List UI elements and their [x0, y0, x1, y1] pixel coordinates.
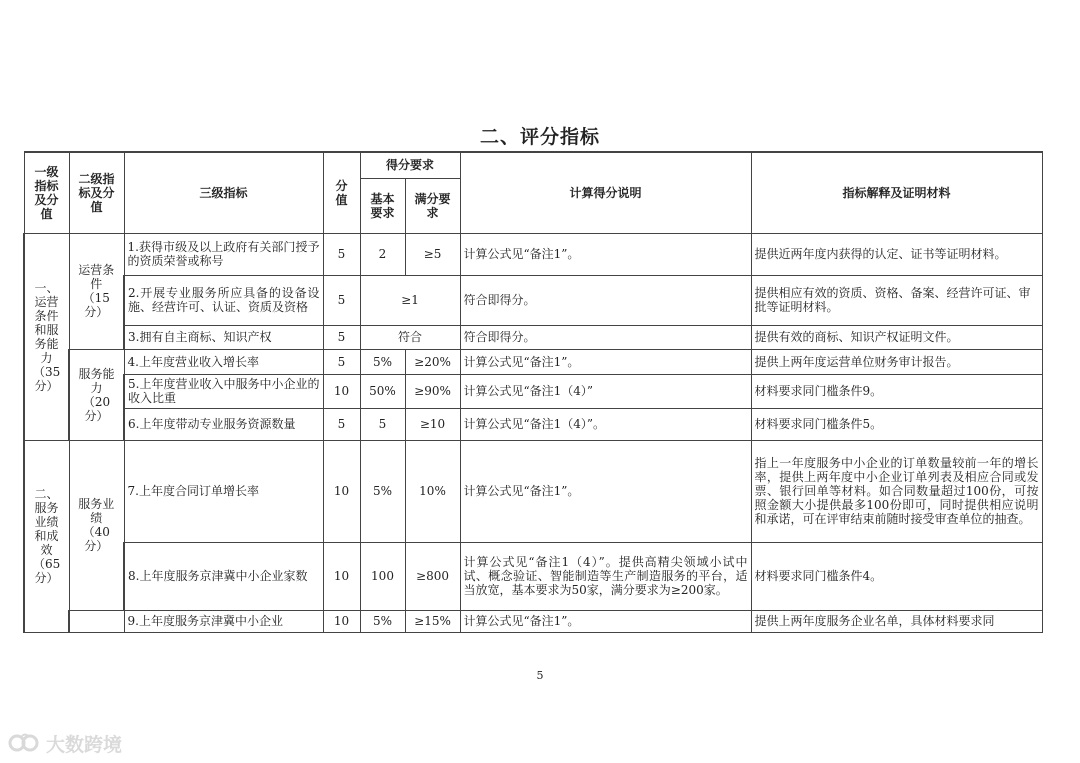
score-cell: 5: [323, 349, 360, 374]
header-requirement: 得分要求: [360, 152, 460, 178]
header-calc: 计算得分说明: [460, 152, 751, 233]
level1-cell: 二、服务业绩和成效（65分）: [24, 440, 69, 632]
full-cell: 10%: [405, 440, 460, 542]
evidence-cell: 提供有效的商标、知识产权证明文件。: [751, 325, 1042, 349]
evidence-cell: 材料要求同门槛条件5。: [751, 408, 1042, 440]
basic-cell: 2: [360, 233, 405, 275]
indicator-name: 7.上年度合同订单增长率: [124, 440, 323, 542]
level2-cell: 运营条件（15分）: [69, 233, 124, 349]
requirement-merged-cell: ≥1: [360, 275, 460, 325]
evidence-cell: 材料要求同门槛条件4。: [751, 542, 1042, 610]
header-level1: 一级指标及分值: [24, 152, 69, 233]
indicator-name: 1.获得市级及以上政府有关部门授予的资质荣誉或称号: [124, 233, 323, 275]
score-cell: 5: [323, 325, 360, 349]
calc-cell: 计算公式见“备注1（4）”: [460, 374, 751, 408]
requirement-merged-cell: 符合: [360, 325, 460, 349]
full-cell: ≥5: [405, 233, 460, 275]
indicator-name: 6.上年度带动专业服务资源数量: [124, 408, 323, 440]
basic-cell: 50%: [360, 374, 405, 408]
calc-cell: 计算公式见“备注1”。: [460, 610, 751, 632]
evidence-cell: 提供上两年度服务企业名单，具体材料要求同: [751, 610, 1042, 632]
calc-cell: 计算公式见“备注1”。: [460, 233, 751, 275]
level2-cell: 服务能力（20分）: [69, 349, 124, 440]
evidence-cell: 指上一年度服务中小企业的订单数量较前一年的增长率，提供上两年度中小企业订单列表及相应合同或发票、银行回单等材料。如合同数量超过100份，可按照金额大小提供最多100份即可，同时提供相应说明和承诺，可在评审结束前随时接受审查单位的抽查。: [751, 440, 1042, 542]
calc-cell: 计算公式见“备注1”。: [460, 349, 751, 374]
header-full: 满分要求: [405, 178, 460, 233]
header-level2: 二级指标及分值: [69, 152, 124, 233]
evidence-cell: 材料要求同门槛条件9。: [751, 374, 1042, 408]
indicator-name: 8.上年度服务京津冀中小企业家数: [124, 542, 323, 610]
table-row: [24, 610, 1042, 632]
calc-cell: 计算公式见“备注1”。: [460, 440, 751, 542]
score-cell: 5: [323, 233, 360, 275]
calc-cell: 符合即得分。: [460, 275, 751, 325]
score-cell: 10: [323, 542, 360, 610]
evidence-cell: 提供近两年度内获得的认定、证书等证明材料。: [751, 233, 1042, 275]
full-cell: ≥800: [405, 542, 460, 610]
table-row: [24, 349, 1042, 374]
calc-cell: 计算公式见“备注1（4）”。: [460, 408, 751, 440]
basic-cell: 5%: [360, 610, 405, 632]
table-row: [24, 374, 1042, 408]
table-row: [24, 440, 1042, 542]
watermark-text: 大数跨境: [46, 733, 123, 756]
evidence-cell: 提供相应有效的资质、资格、备案、经营许可证、审批等证明材料。: [751, 275, 1042, 325]
basic-cell: 100: [360, 542, 405, 610]
indicator-name: 4.上年度营业收入增长率: [124, 349, 323, 374]
indicator-name: 5.上年度营业收入中服务中小企业的收入比重: [124, 374, 323, 408]
score-cell: 10: [323, 610, 360, 632]
table-row: [24, 408, 1042, 440]
score-cell: 5: [323, 408, 360, 440]
watermark: [8, 730, 122, 756]
table-row: [24, 275, 1042, 325]
indicator-name: 9.上年度服务京津冀中小企业: [124, 610, 323, 632]
full-cell: ≥90%: [405, 374, 460, 408]
full-cell: ≥10: [405, 408, 460, 440]
table-row: [24, 542, 1042, 610]
calc-cell: 符合即得分。: [460, 325, 751, 349]
watermark-logo-icon: [8, 731, 42, 755]
table-row: [24, 233, 1042, 275]
basic-cell: 5%: [360, 349, 405, 374]
header-evidence: 指标解释及证明材料: [751, 152, 1042, 233]
indicator-name: 2.开展专业服务所应具备的设备设施、经营许可、认证、资质及资格: [124, 275, 323, 325]
header-basic: 基本要求: [360, 178, 405, 233]
full-cell: ≥20%: [405, 349, 460, 374]
page-number: 5: [536, 669, 544, 682]
scoring-table: [23, 151, 1043, 633]
score-cell: 10: [323, 374, 360, 408]
basic-cell: 5%: [360, 440, 405, 542]
full-cell: ≥15%: [405, 610, 460, 632]
basic-cell: 5: [360, 408, 405, 440]
level2-cell: [69, 610, 124, 632]
calc-cell: 计算公式见“备注1（4）”。提供高精尖领域小试中试、概念验证、智能制造等生产制造服务的平台，适当放宽，基本要求为50家，满分要求为≥200家。: [460, 542, 751, 610]
indicator-name: 3.拥有自主商标、知识产权: [124, 325, 323, 349]
level1-cell: 一、运营条件和服务能力（35分）: [24, 233, 69, 440]
header-score: 分值: [323, 152, 360, 233]
page-title: 二、评分指标: [479, 126, 600, 148]
header-level3: 三级指标: [124, 152, 323, 233]
table-row: [24, 325, 1042, 349]
level2-cell: 服务业绩（40分）: [69, 440, 124, 610]
score-cell: 10: [323, 440, 360, 542]
score-cell: 5: [323, 275, 360, 325]
evidence-cell: 提供上两年度运营单位财务审计报告。: [751, 349, 1042, 374]
